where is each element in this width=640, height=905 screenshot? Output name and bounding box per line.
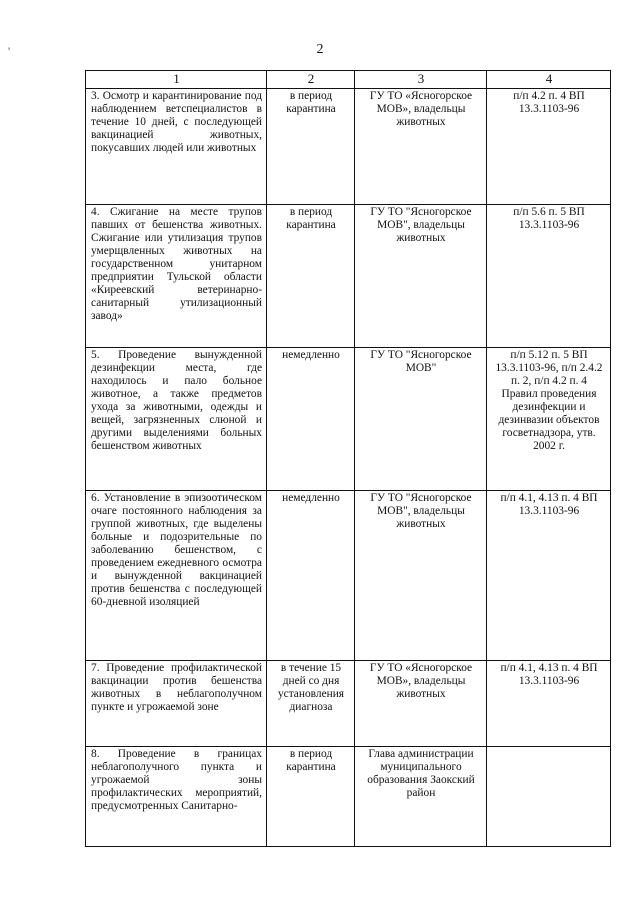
responsible-cell: ГУ ТО "Ясногорское МОВ" xyxy=(355,348,487,491)
header-row xyxy=(86,71,611,89)
term-cell: немедленно xyxy=(267,491,355,661)
header-col-2: 2 xyxy=(267,71,355,89)
reference-cell xyxy=(487,747,611,847)
measure-cell: 5. Проведение вынужденной дезинфекции места, где находилось и пало больное животное, а также предметов ухода за животными, одежды и вещей, загрязненных слюной и другими выделениями больных бешенством животных xyxy=(86,348,267,491)
responsible-cell: ГУ ТО "Ясногорское МОВ", владельцы животных xyxy=(355,491,487,661)
measures-table xyxy=(85,70,611,847)
measure-cell: 6. Установление в эпизоотическом очаге постоянного наблюдения за группой животных, где выделены больные и подозрительные по заболеванию бешенством, с проведением ежедневного осмотра и вынужденной вакцинацией против бешенства с последующей 60-дневной изоляцией xyxy=(86,491,267,661)
table-row xyxy=(86,348,611,491)
measure-cell: 7. Проведение профилактической вакцинации против бешенства животных в неблагополучном пункте и угрожаемой зоне xyxy=(86,661,267,747)
table-row xyxy=(86,89,611,205)
measure-cell: 4. Сжигание на месте трупов павших от бешенства животных. Сжигание или утилизация трупов умерщвленных животных на государственном унитарном предприятии Тульской области «Киреевский ветеринарно-санитарный утилизационный завод» xyxy=(86,205,267,348)
reference-cell: п/п 4.2 п. 4 ВП 13.3.1103-96 xyxy=(487,89,611,205)
measure-cell: 8. Проведение в границах неблагополучного пункта и угрожаемой зоны профилактических мероприятий, предусмотренных Санитарно- xyxy=(86,747,267,847)
responsible-cell: Глава администрации муниципального образования Заокский район xyxy=(355,747,487,847)
term-cell: в период карантина xyxy=(267,205,355,348)
reference-cell: п/п 5.12 п. 5 ВП 13.3.1103-96, п/п 2.4.2 п. 2, п/п 4.2 п. 4 Правил проведения дезинфекции и дезинвазии объектов госветнадзора, утв. 2002 г. xyxy=(487,348,611,491)
table-row xyxy=(86,661,611,747)
table-row xyxy=(86,205,611,348)
term-cell: в период карантина xyxy=(267,89,355,205)
responsible-cell: ГУ ТО "Ясногорское МОВ", владельцы животных xyxy=(355,205,487,348)
table-row xyxy=(86,747,611,847)
margin-mark: ' xyxy=(8,44,11,58)
responsible-cell: ГУ ТО «Ясногорское МОВ», владельцы животных xyxy=(355,661,487,747)
responsible-cell: ГУ ТО «Ясногорское МОВ», владельцы животных xyxy=(355,89,487,205)
reference-cell: п/п 4.1, 4.13 п. 4 ВП 13.3.1103-96 xyxy=(487,661,611,747)
term-cell: в течение 15 дней со дня установления диагноза xyxy=(267,661,355,747)
header-col-1: 1 xyxy=(86,71,267,89)
page-number: 2 xyxy=(316,42,324,57)
measure-cell: 3. Осмотр и карантинирование под наблюдением ветспециалистов в течение 10 дней, с последующей вакцинацией животных, покусавших людей или животных xyxy=(86,89,267,205)
term-cell: в период карантина xyxy=(267,747,355,847)
header-col-3: 3 xyxy=(355,71,487,89)
reference-cell: п/п 4.1, 4.13 п. 4 ВП 13.3.1103-96 xyxy=(487,491,611,661)
table-row xyxy=(86,491,611,661)
header-col-4: 4 xyxy=(487,71,611,89)
term-cell: немедленно xyxy=(267,348,355,491)
reference-cell: п/п 5.6 п. 5 ВП 13.3.1103-96 xyxy=(487,205,611,348)
